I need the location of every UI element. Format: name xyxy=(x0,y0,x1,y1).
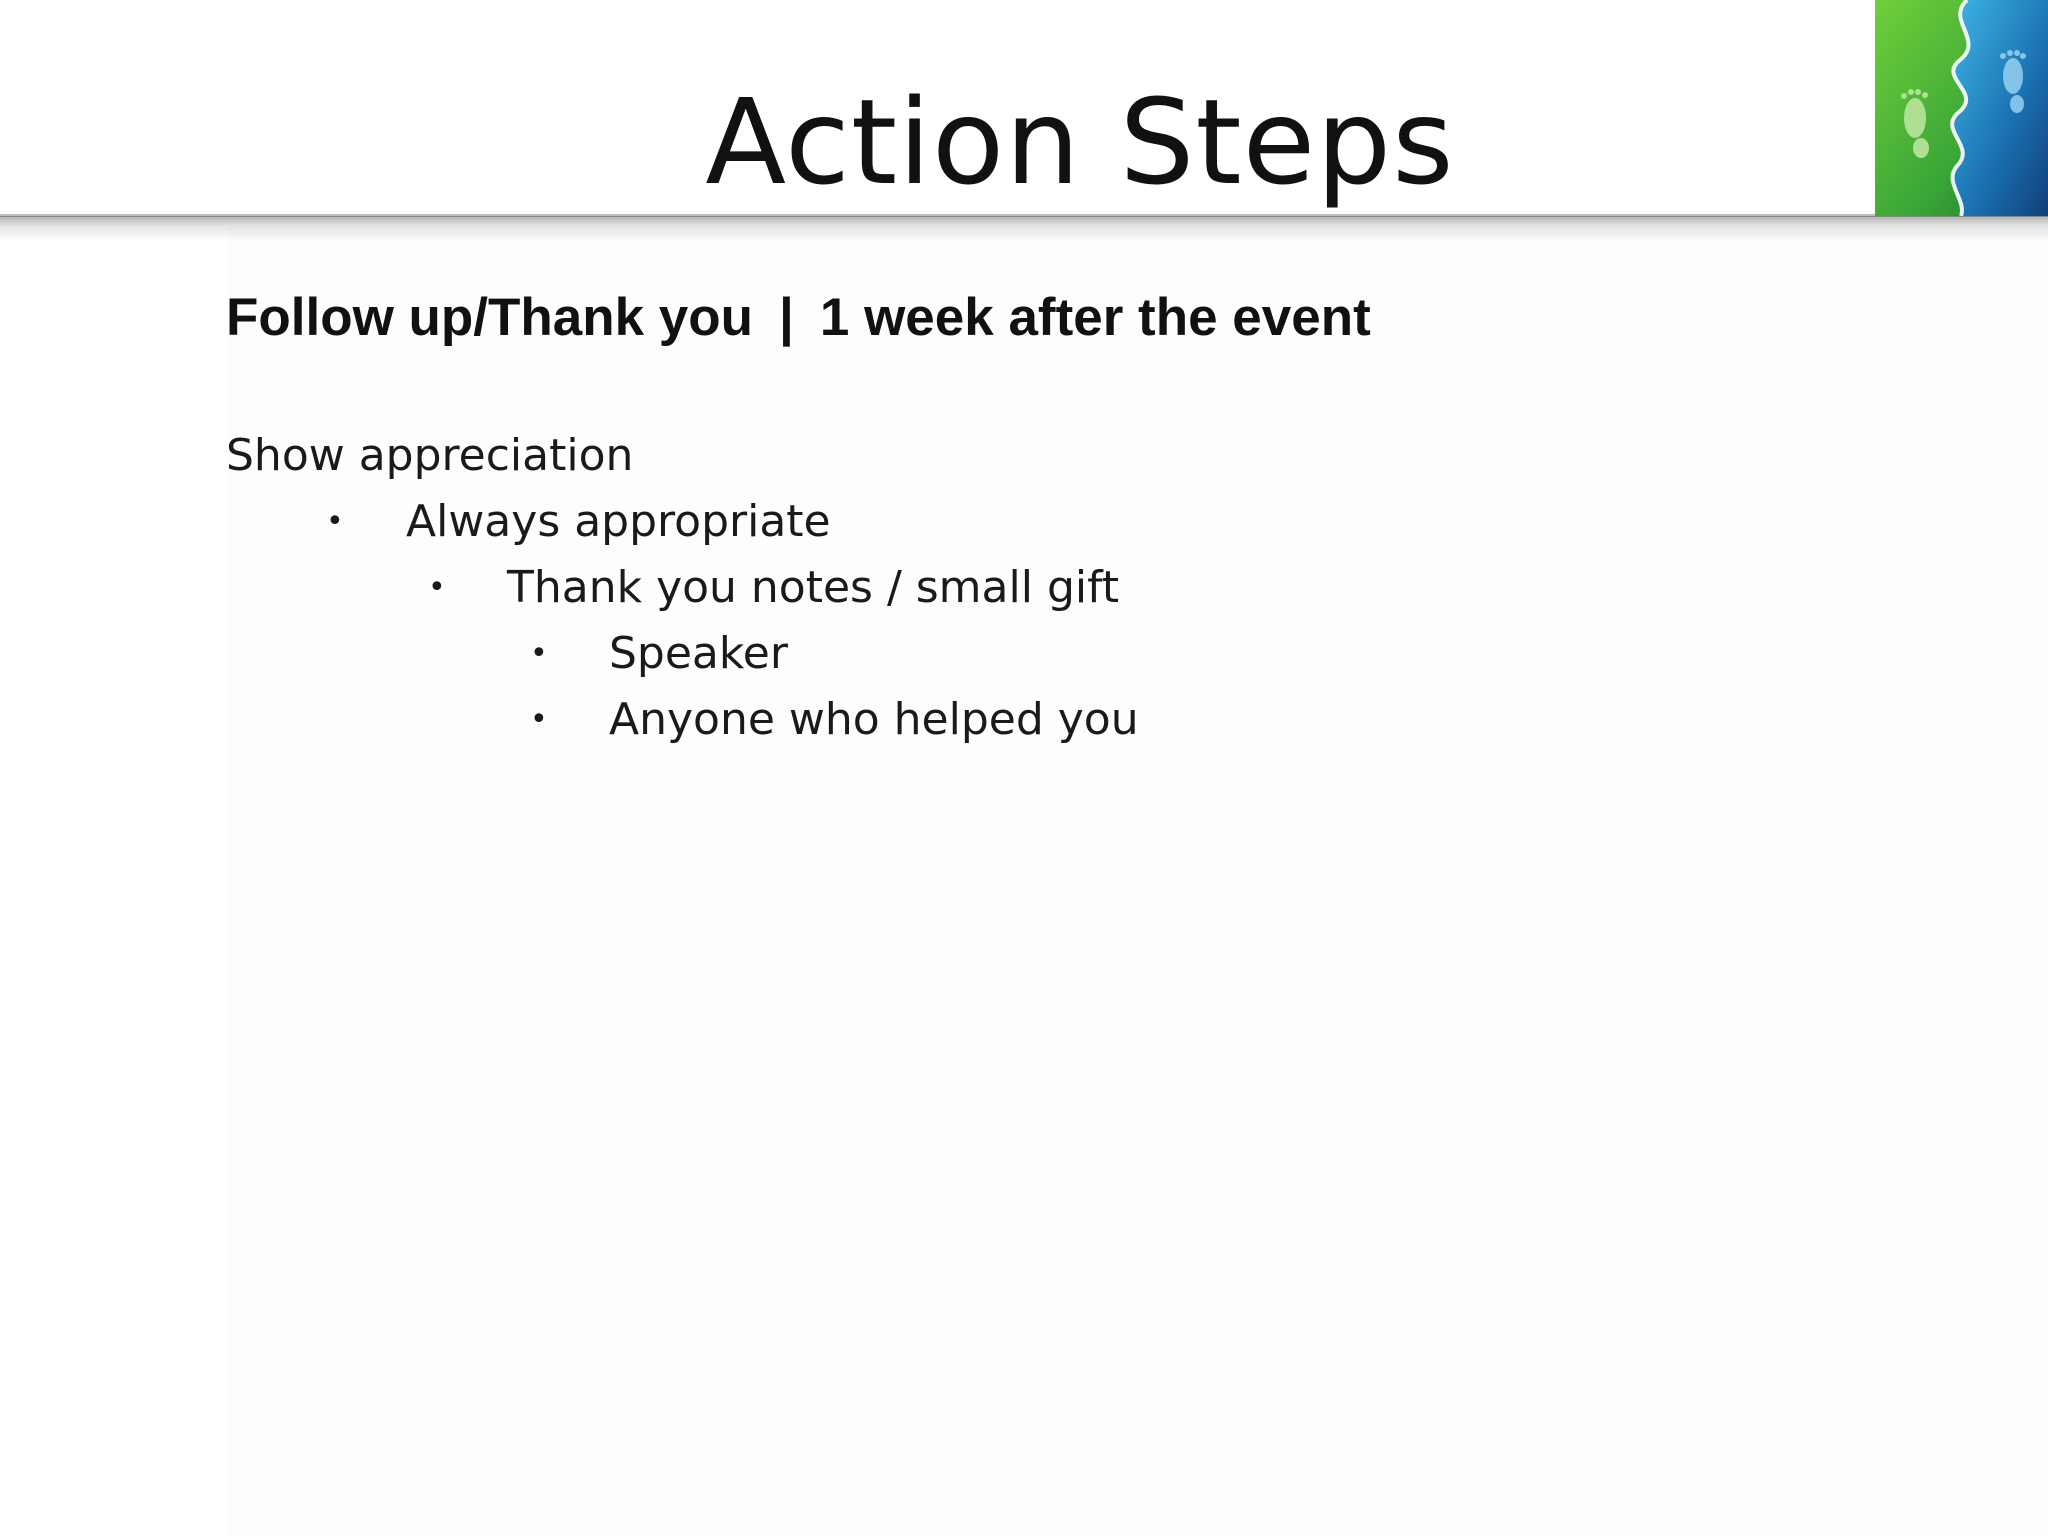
subheading-separator: | xyxy=(779,288,794,347)
subheading-left: Follow up/Thank you xyxy=(226,288,754,347)
header-shadow xyxy=(0,216,2048,242)
list-item-level2: Thank you notes / small gift xyxy=(507,562,1120,613)
subheading xyxy=(226,286,1371,350)
bullet-level2: • xyxy=(428,570,446,605)
list-item-level1: Always appropriate xyxy=(406,496,831,547)
slide-title: Action Steps xyxy=(705,73,1455,211)
footprints-icon xyxy=(1875,0,2048,216)
bullet-level3-a: • xyxy=(530,636,548,671)
content-panel xyxy=(228,225,2048,1536)
bullet-level1: • xyxy=(326,504,344,539)
bullet-level3-b: • xyxy=(530,702,548,737)
list-item-level3: Anyone who helped you xyxy=(609,694,1139,745)
slide-header xyxy=(0,0,2048,216)
body-intro: Show appreciation xyxy=(226,430,634,481)
subheading-right: 1 week after the event xyxy=(819,288,1371,347)
list-item-level3: Speaker xyxy=(609,628,788,679)
